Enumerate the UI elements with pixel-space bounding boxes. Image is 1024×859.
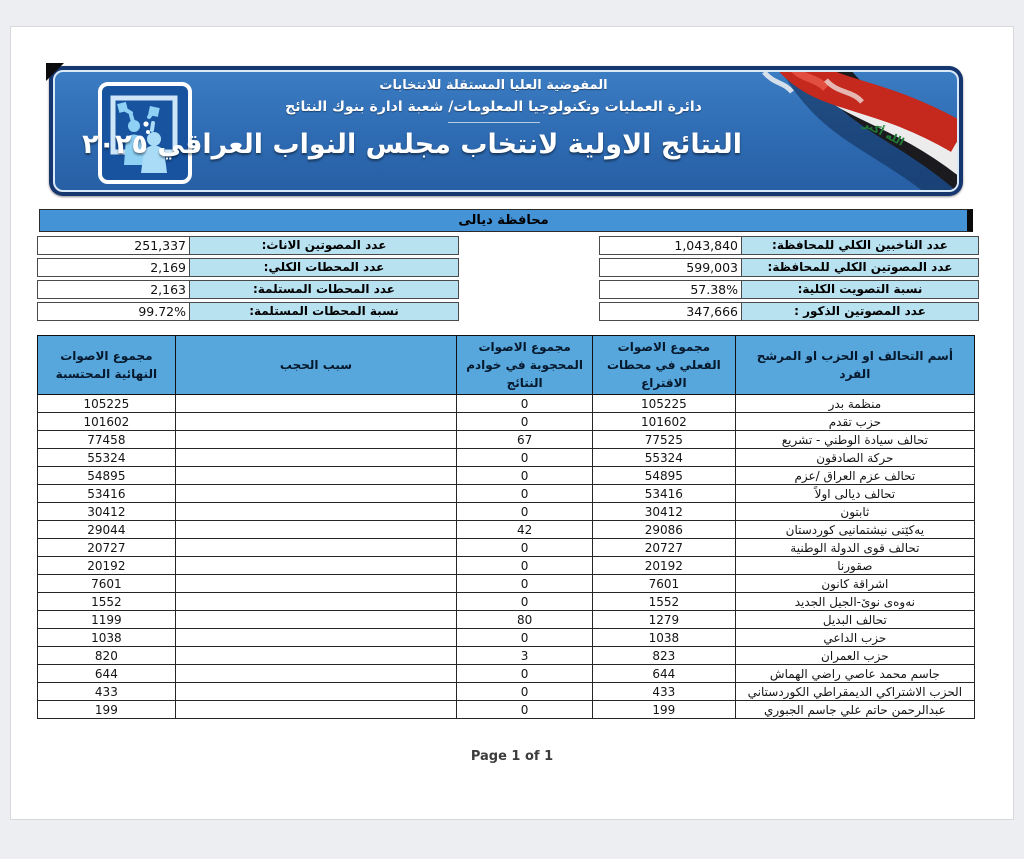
final-votes-cell: 30412	[38, 503, 176, 521]
withhold-reason-cell	[175, 701, 457, 719]
party-name-cell: تحالف عزم العراق /عزم	[735, 467, 974, 485]
actual-votes-cell: 54895	[592, 467, 735, 485]
column-header-withheld-votes: مجموع الاصوات المحجوبة في خوادم النتائج	[457, 336, 593, 395]
divider	[448, 122, 540, 123]
final-votes-cell: 105225	[38, 395, 176, 413]
actual-votes-cell: 101602	[592, 413, 735, 431]
table-row	[38, 395, 975, 413]
column-header-final-votes: مجموع الاصوات النهائية المحتسبة	[38, 336, 176, 395]
results-table-header-row	[38, 336, 975, 395]
withhold-reason-cell	[175, 503, 457, 521]
actual-votes-cell: 55324	[592, 449, 735, 467]
final-votes-cell: 7601	[38, 575, 176, 593]
summary-value: 1,043,840	[599, 236, 741, 255]
table-row	[38, 539, 975, 557]
actual-votes-cell: 7601	[592, 575, 735, 593]
results-table-body	[38, 395, 975, 719]
party-name-cell: تحالف ديالى اولاً	[735, 485, 974, 503]
final-votes-cell: 77458	[38, 431, 176, 449]
table-row	[38, 413, 975, 431]
summary-row	[599, 280, 979, 299]
final-votes-cell: 1038	[38, 629, 176, 647]
withhold-reason-cell	[175, 467, 457, 485]
withhold-reason-cell	[175, 611, 457, 629]
party-name-cell: حزب العمران	[735, 647, 974, 665]
actual-votes-cell: 30412	[592, 503, 735, 521]
summary-value: 2,169	[37, 258, 189, 277]
final-votes-cell: 54895	[38, 467, 176, 485]
party-name-cell: حزب تقدم	[735, 413, 974, 431]
withhold-reason-cell	[175, 629, 457, 647]
table-row	[38, 467, 975, 485]
table-row	[38, 431, 975, 449]
summary-value: 599,003	[599, 258, 741, 277]
svg-text:الله أكبر: الله أكبر	[860, 117, 907, 149]
summary-value: 347,666	[599, 302, 741, 321]
page-number: Page 1 of 1	[470, 749, 554, 764]
table-row	[38, 449, 975, 467]
summary-row	[37, 236, 459, 255]
summary-row	[37, 258, 459, 277]
withhold-reason-cell	[175, 431, 457, 449]
party-name-cell: حركة الصادقون	[735, 449, 974, 467]
summary-label: عدد المصوتين الكلي للمحافظة:	[741, 258, 979, 277]
table-row	[38, 503, 975, 521]
summary-label: عدد المصوتين الذكور :	[741, 302, 979, 321]
summary-row	[599, 302, 979, 321]
withhold-reason-cell	[175, 557, 457, 575]
header-banner	[49, 66, 963, 196]
actual-votes-cell: 53416	[592, 485, 735, 503]
withhold-reason-cell	[175, 449, 457, 467]
actual-votes-cell: 20727	[592, 539, 735, 557]
table-row	[38, 521, 975, 539]
withhold-reason-cell	[175, 539, 457, 557]
summary-group-left	[37, 236, 459, 324]
withhold-reason-cell	[175, 485, 457, 503]
org-name: المفوضية العليا المستقلة للانتخابات	[379, 78, 608, 93]
withhold-reason-cell	[175, 575, 457, 593]
summary-label: عدد الناخبين الكلي للمحافظة:	[741, 236, 979, 255]
withheld-votes-cell: 0	[457, 629, 593, 647]
withheld-votes-cell: 0	[457, 557, 593, 575]
results-table	[37, 335, 975, 719]
table-row	[38, 575, 975, 593]
withheld-votes-cell: 0	[457, 575, 593, 593]
party-name-cell: الحزب الاشتراكي الديمقراطي الكوردستاني	[735, 683, 974, 701]
actual-votes-cell: 20192	[592, 557, 735, 575]
withhold-reason-cell	[175, 593, 457, 611]
table-row	[38, 611, 975, 629]
party-name-cell: تحالف سيادة الوطني - تشريع	[735, 431, 974, 449]
report-title: النتائج الاولية لانتخاب مجلس النواب العراقي ٢٠٢٥	[82, 129, 742, 160]
party-name-cell: يه‌كێتی نیشتمانیی کوردستان	[735, 521, 974, 539]
governorate-title-bar: محافظة ديالى	[39, 209, 973, 232]
summary-label: عدد المحطات المستلمة:	[189, 280, 459, 299]
party-name-cell: جاسم محمد عاصي راضي الهماش	[735, 665, 974, 683]
withhold-reason-cell	[175, 683, 457, 701]
table-row	[38, 557, 975, 575]
withheld-votes-cell: 0	[457, 593, 593, 611]
iraq-flag-icon	[734, 70, 959, 192]
summary-label: نسبة المحطات المستلمة:	[189, 302, 459, 321]
withhold-reason-cell	[175, 665, 457, 683]
summary-row	[599, 258, 979, 277]
banner-text-block	[82, 78, 742, 160]
final-votes-cell: 644	[38, 665, 176, 683]
final-votes-cell: 1552	[38, 593, 176, 611]
actual-votes-cell: 1279	[592, 611, 735, 629]
withheld-votes-cell: 0	[457, 395, 593, 413]
summary-section	[37, 236, 979, 324]
actual-votes-cell: 433	[592, 683, 735, 701]
withheld-votes-cell: 0	[457, 539, 593, 557]
summary-label: عدد المصوتين الاناث:	[189, 236, 459, 255]
actual-votes-cell: 1038	[592, 629, 735, 647]
actual-votes-cell: 77525	[592, 431, 735, 449]
final-votes-cell: 820	[38, 647, 176, 665]
final-votes-cell: 1199	[38, 611, 176, 629]
party-name-cell: اشراقة كانون	[735, 575, 974, 593]
final-votes-cell: 433	[38, 683, 176, 701]
column-header-name: أسم التحالف او الحزب او المرشح الفرد	[735, 336, 974, 395]
party-name-cell: حزب الداعي	[735, 629, 974, 647]
table-row	[38, 485, 975, 503]
withhold-reason-cell	[175, 395, 457, 413]
party-name-cell: تحالف قوى الدولة الوطنية	[735, 539, 974, 557]
party-name-cell: ثابتون	[735, 503, 974, 521]
final-votes-cell: 20727	[38, 539, 176, 557]
summary-row	[37, 280, 459, 299]
actual-votes-cell: 29086	[592, 521, 735, 539]
final-votes-cell: 29044	[38, 521, 176, 539]
withheld-votes-cell: 0	[457, 485, 593, 503]
org-department: دائرة العمليات وتكنولوجيا المعلومات/ شعبة ادارة بنوك النتائج	[285, 99, 702, 115]
final-votes-cell: 53416	[38, 485, 176, 503]
column-header-actual-votes: مجموع الاصوات الفعلي في محطات الاقتراع	[592, 336, 735, 395]
withheld-votes-cell: 0	[457, 449, 593, 467]
table-row	[38, 629, 975, 647]
party-name-cell: نه‌وه‌ی نوێ-الجيل الجديد	[735, 593, 974, 611]
withheld-votes-cell: 0	[457, 467, 593, 485]
actual-votes-cell: 823	[592, 647, 735, 665]
table-row	[38, 665, 975, 683]
withheld-votes-cell: 0	[457, 683, 593, 701]
final-votes-cell: 55324	[38, 449, 176, 467]
withhold-reason-cell	[175, 521, 457, 539]
withheld-votes-cell: 67	[457, 431, 593, 449]
withheld-votes-cell: 0	[457, 413, 593, 431]
withheld-votes-cell: 80	[457, 611, 593, 629]
summary-group-right	[599, 236, 979, 324]
withheld-votes-cell: 0	[457, 665, 593, 683]
table-row	[38, 683, 975, 701]
party-name-cell: منظمة بدر	[735, 395, 974, 413]
column-header-withhold-reason: سبب الحجب	[175, 336, 457, 395]
withhold-reason-cell	[175, 413, 457, 431]
actual-votes-cell: 1552	[592, 593, 735, 611]
table-row	[38, 647, 975, 665]
summary-value: 251,337	[37, 236, 189, 255]
table-row	[38, 701, 975, 719]
final-votes-cell: 20192	[38, 557, 176, 575]
party-name-cell: عبدالرحمن حاتم علي جاسم الجبوري	[735, 701, 974, 719]
actual-votes-cell: 105225	[592, 395, 735, 413]
withheld-votes-cell: 3	[457, 647, 593, 665]
summary-label: نسبة التصويت الكلية:	[741, 280, 979, 299]
document-page	[10, 26, 1014, 820]
withheld-votes-cell: 0	[457, 503, 593, 521]
summary-value: 2,163	[37, 280, 189, 299]
summary-label: عدد المحطات الكلي:	[189, 258, 459, 277]
withhold-reason-cell	[175, 647, 457, 665]
party-name-cell: تحالف البديل	[735, 611, 974, 629]
final-votes-cell: 199	[38, 701, 176, 719]
summary-row	[37, 302, 459, 321]
party-name-cell: صقورنا	[735, 557, 974, 575]
withheld-votes-cell: 0	[457, 701, 593, 719]
summary-row	[599, 236, 979, 255]
withheld-votes-cell: 42	[457, 521, 593, 539]
summary-value: 57.38%	[599, 280, 741, 299]
actual-votes-cell: 644	[592, 665, 735, 683]
summary-value: 99.72%	[37, 302, 189, 321]
table-row	[38, 593, 975, 611]
actual-votes-cell: 199	[592, 701, 735, 719]
final-votes-cell: 101602	[38, 413, 176, 431]
